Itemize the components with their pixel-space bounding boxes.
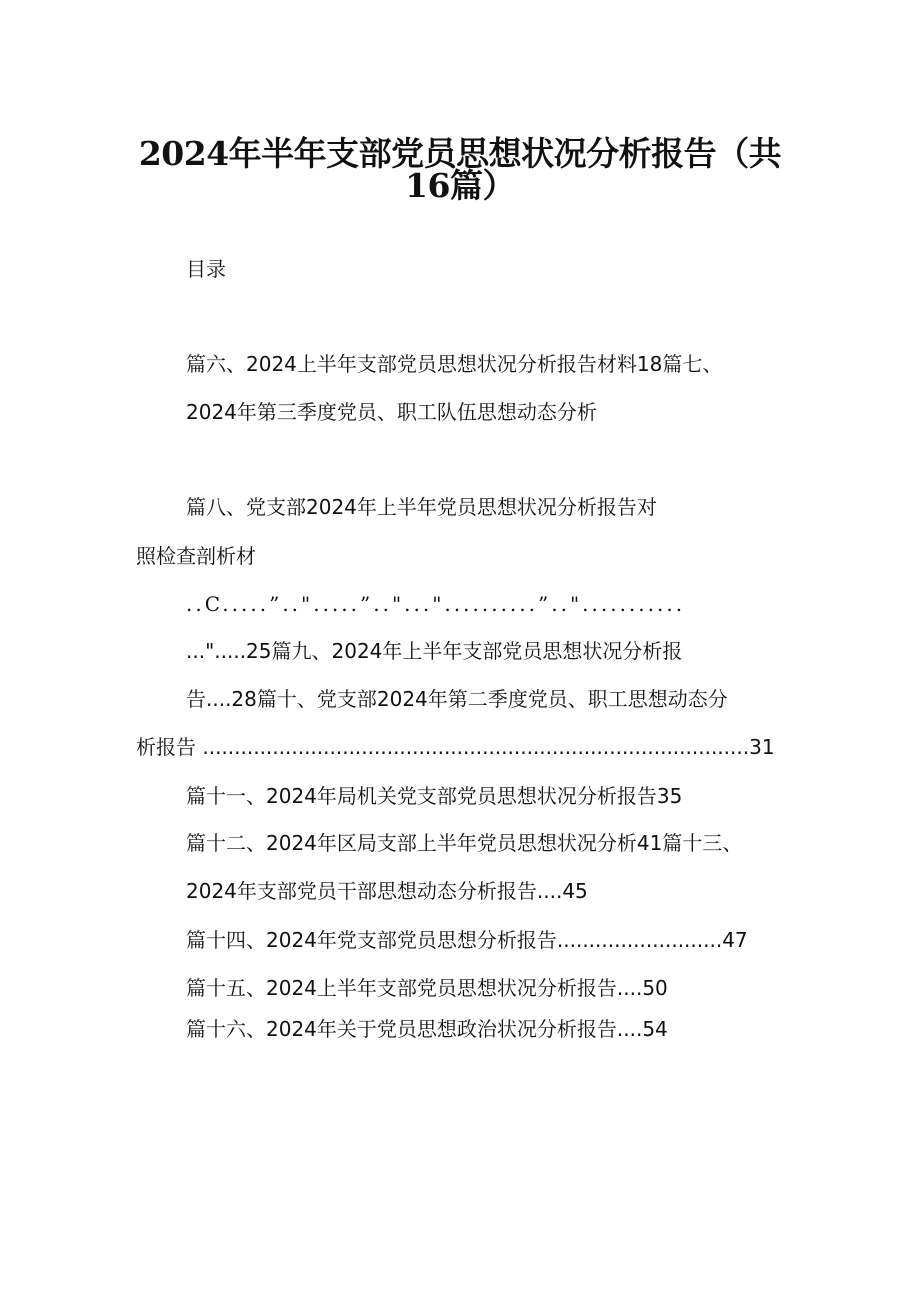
toc-line: 篇十二、2024年区局支部上半年党员思想状况分析41篇十三、 bbox=[186, 831, 743, 855]
toc-line: 2024年第三季度党员、职工队伍思想动态分析 bbox=[186, 400, 597, 424]
toc-line: 析报告 ......................................................................................31 bbox=[136, 735, 775, 759]
toc-line: 篇八、党支部2024年上半年党员思想状况分析报告对 bbox=[186, 495, 657, 519]
toc-line: 2024年支部党员干部思想动态分析报告....45 bbox=[186, 879, 588, 903]
toc-line: 篇十一、2024年局机关党支部党员思想状况分析报告35 bbox=[186, 784, 683, 808]
toc-line: 篇十四、2024年党支部党员思想分析报告..........................47 bbox=[186, 928, 748, 952]
toc-line: 篇十六、2024年关于党员思想政治状况分析报告....54 bbox=[186, 1017, 668, 1041]
toc-line: 告....28篇十、党支部2024年第二季度党员、职工思想动态分 bbox=[186, 687, 728, 711]
toc-line: 篇六、2024上半年支部党员思想状况分析报告材料18篇七、 bbox=[186, 352, 723, 376]
toc-line: ..C.....”..".....”.."..."..........”.."........... bbox=[186, 592, 686, 616]
document-title-line1: 2024年半年支部党员思想状况分析报告（共 bbox=[138, 134, 782, 173]
toc-line: ...".....25篇九、2024年上半年支部党员思想状况分析报 bbox=[186, 639, 683, 663]
toc-line: 照检查剖析材 bbox=[136, 544, 256, 568]
toc-heading: 目录 bbox=[186, 257, 226, 281]
toc-line: 篇十五、2024上半年支部党员思想状况分析报告....50 bbox=[186, 976, 668, 1000]
document-title-line2: 16篇） bbox=[405, 166, 515, 205]
